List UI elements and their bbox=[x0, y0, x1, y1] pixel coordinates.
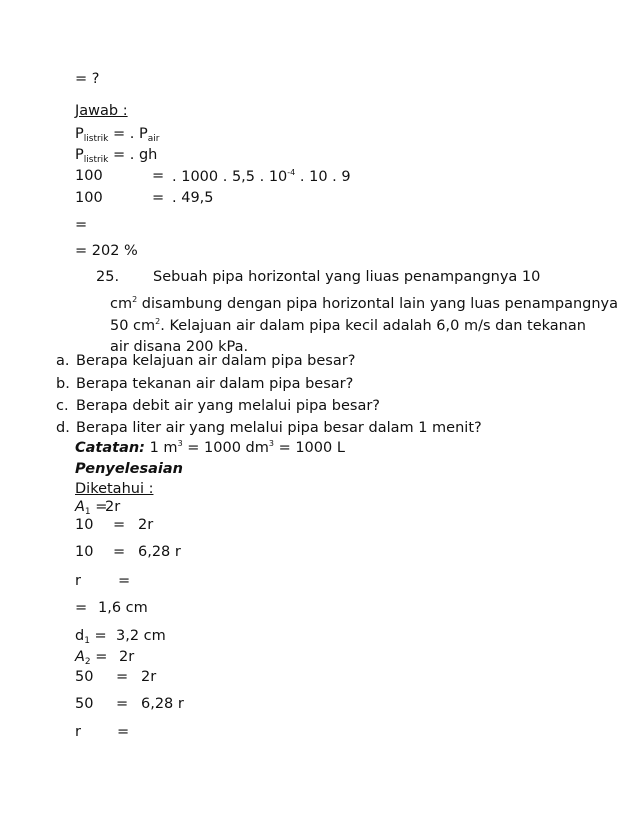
calc2-lhs: 100 bbox=[75, 190, 103, 206]
note-label: Catatan: bbox=[75, 440, 145, 456]
problem-line-3: 50 $cm^2$. Kelajuan air dalam pipa kecil adalah 6,0 m/s dan tekanan bbox=[110, 317, 586, 334]
problem-line-1: Sebuah pipa horizontal yang liuas penampangnya 10 bbox=[153, 269, 541, 285]
question-marker: c. bbox=[56, 398, 69, 414]
d1-row: $d_1$ = 3,2 cm bbox=[75, 628, 166, 646]
problem-number: 25. bbox=[96, 269, 120, 285]
symbol-p: P bbox=[75, 126, 84, 142]
symbol-p: P bbox=[75, 147, 84, 163]
p-listrik-line-1 bbox=[75, 127, 159, 144]
p2-expression: = . gh bbox=[108, 147, 158, 163]
subscript-listrik: listrik bbox=[83, 134, 109, 144]
p-listrik-line-2 bbox=[75, 148, 157, 165]
question-marker: a. bbox=[56, 353, 70, 369]
a2-row: $A_2$ = 2r bbox=[75, 649, 135, 667]
question-text: Berapa tekanan air dalam pipa besar? bbox=[76, 376, 354, 392]
calc1-rhs: . 1000 . 5,5 . $10^{-4}$ . 10 . 9 bbox=[172, 168, 351, 185]
calc1-lhs: 100 bbox=[75, 168, 103, 184]
equals-blank-line: = bbox=[75, 217, 88, 233]
result-line: = 202 % bbox=[75, 243, 138, 259]
jawab-heading: Jawab : bbox=[75, 103, 128, 119]
question-marker: b. bbox=[56, 376, 70, 392]
calc2-rhs: . 49,5 bbox=[172, 190, 214, 206]
problem-line-2: $cm^2$ disambung dengan pipa horizontal lain yang luas penampangnya bbox=[110, 295, 619, 312]
subscript-air: air bbox=[147, 134, 160, 144]
equals-question-line: = ? bbox=[75, 71, 100, 87]
subscript-listrik: listrik bbox=[83, 155, 109, 165]
calc2-equals: = bbox=[152, 190, 165, 206]
a1-value: 2r bbox=[105, 499, 121, 515]
question-text: Berapa debit air yang melalui pipa besar? bbox=[76, 398, 380, 414]
a1-row: $A_1$ = 2r bbox=[75, 499, 121, 517]
question-marker: d. bbox=[56, 420, 70, 436]
a2-value: 2r bbox=[119, 649, 135, 665]
exponent: -4 bbox=[287, 168, 296, 177]
solution-heading: Penyelesaian bbox=[75, 461, 183, 477]
question-text: Berapa kelajuan air dalam pipa besar? bbox=[76, 353, 356, 369]
problem-line-4: air disana 200 kPa. bbox=[110, 339, 249, 355]
known-heading: Diketahui : bbox=[75, 481, 154, 497]
d1-value: 3,2 cm bbox=[116, 628, 166, 644]
p1-expression: = . P bbox=[108, 126, 148, 142]
calc1-equals: = bbox=[152, 168, 165, 184]
question-text: Berapa liter air yang melalui pipa besar dalam 1 menit? bbox=[76, 420, 482, 436]
note-line: Catatan: 1 $m^3 = 1000$ $dm^3 = 1000$ L bbox=[75, 439, 345, 456]
